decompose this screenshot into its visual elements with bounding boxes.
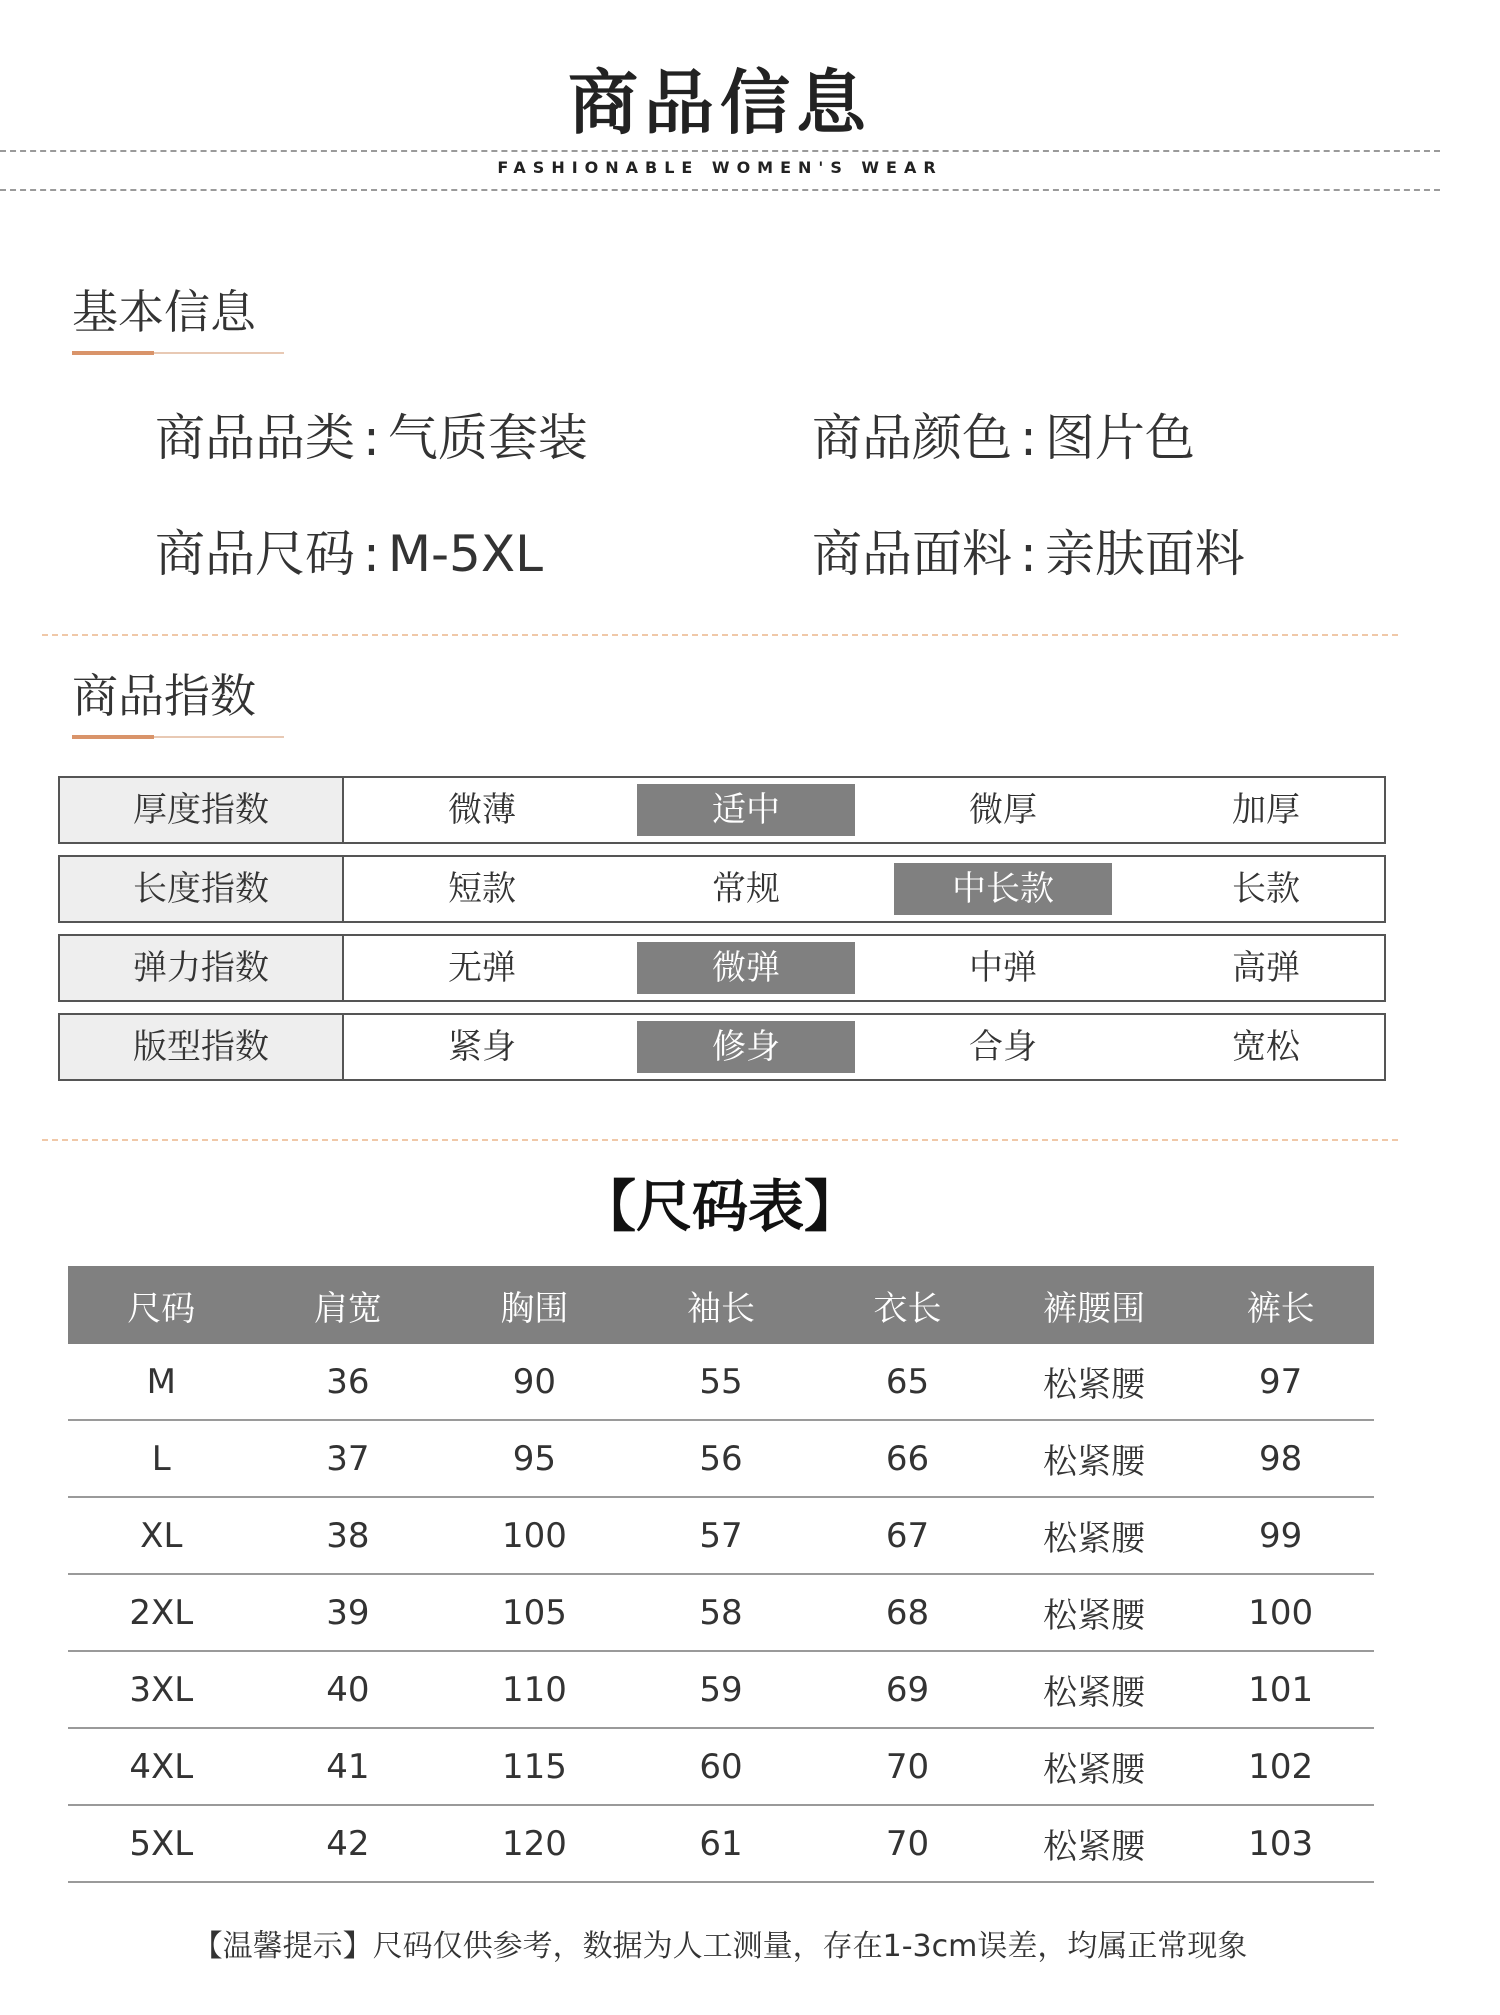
index-option-selected: 修身 <box>637 1021 855 1073</box>
table-cell: 60 <box>628 1728 815 1805</box>
size-table-header <box>68 1266 1374 1344</box>
table-cell: XL <box>68 1497 255 1574</box>
header-divider-top <box>0 150 1440 152</box>
index-row-label: 弹力指数 <box>60 936 344 1000</box>
table-cell: 55 <box>628 1344 815 1420</box>
table-cell: 松紧腰 <box>1001 1420 1188 1497</box>
info-label: 商品尺码 <box>155 525 355 583</box>
info-item-color <box>812 406 1195 470</box>
info-label: 商品面料 <box>812 525 1012 583</box>
index-row-label: 版型指数 <box>60 1015 344 1079</box>
size-table-header-cell: 肩宽 <box>255 1266 442 1344</box>
table-cell: 100 <box>441 1497 628 1574</box>
table-cell: 102 <box>1187 1728 1374 1805</box>
size-table-title: 【尺码表】 <box>580 1175 860 1240</box>
header-divider-bottom <box>0 189 1440 191</box>
index-option-selected: 微弹 <box>637 942 855 994</box>
table-cell: 100 <box>1187 1574 1374 1651</box>
index-row <box>58 855 1386 923</box>
table-cell: 松紧腰 <box>1001 1805 1188 1882</box>
index-option: 合身 <box>969 1027 1037 1067</box>
section-divider <box>42 634 1398 636</box>
table-cell: 115 <box>441 1728 628 1805</box>
table-cell: 120 <box>441 1805 628 1882</box>
index-option-selected: 中长款 <box>894 863 1112 915</box>
table-cell: 松紧腰 <box>1001 1574 1188 1651</box>
index-option: 加厚 <box>1232 790 1300 830</box>
index-option: 无弹 <box>448 948 516 988</box>
table-cell: 42 <box>255 1805 442 1882</box>
table-cell: 松紧腰 <box>1001 1728 1188 1805</box>
index-option: 常规 <box>712 869 780 909</box>
index-row <box>58 1013 1386 1081</box>
table-row <box>68 1728 1374 1805</box>
product-index-title: 商品指数 <box>72 669 256 723</box>
info-item-fabric <box>812 522 1245 586</box>
table-cell: 3XL <box>68 1651 255 1728</box>
info-item-size <box>155 522 543 586</box>
index-row-label: 厚度指数 <box>60 778 344 842</box>
size-tip: 【温馨提示】尺码仅供参考，数据为人工测量，存在1-3cm误差，均属正常现象 <box>192 1929 1248 1964</box>
index-option: 微薄 <box>448 790 516 830</box>
table-cell: 68 <box>814 1574 1001 1651</box>
size-table <box>68 1266 1374 1883</box>
table-cell: 97 <box>1187 1344 1374 1420</box>
info-value: M-5XL <box>387 525 543 583</box>
table-row <box>68 1651 1374 1728</box>
table-cell: 69 <box>814 1651 1001 1728</box>
size-table-header-cell: 裤长 <box>1187 1266 1374 1344</box>
index-option-selected: 适中 <box>637 784 855 836</box>
info-item-category <box>155 406 588 470</box>
table-row <box>68 1497 1374 1574</box>
table-cell: 58 <box>628 1574 815 1651</box>
index-option: 微厚 <box>969 790 1037 830</box>
table-cell: 39 <box>255 1574 442 1651</box>
index-option: 宽松 <box>1232 1027 1300 1067</box>
table-cell: 38 <box>255 1497 442 1574</box>
table-cell: 90 <box>441 1344 628 1420</box>
table-cell: 105 <box>441 1574 628 1651</box>
info-label: 商品颜色 <box>812 409 1012 467</box>
info-label: 商品品类 <box>155 409 355 467</box>
info-value: 图片色 <box>1044 409 1195 467</box>
table-cell: M <box>68 1344 255 1420</box>
table-cell: L <box>68 1420 255 1497</box>
table-cell: 松紧腰 <box>1001 1651 1188 1728</box>
table-cell: 36 <box>255 1344 442 1420</box>
index-option: 中弹 <box>969 948 1037 988</box>
table-cell: 110 <box>441 1651 628 1728</box>
table-cell: 松紧腰 <box>1001 1344 1188 1420</box>
table-cell: 57 <box>628 1497 815 1574</box>
info-value: 亲肤面料 <box>1044 525 1245 583</box>
table-cell: 95 <box>441 1420 628 1497</box>
table-cell: 59 <box>628 1651 815 1728</box>
index-row <box>58 776 1386 844</box>
index-option: 长款 <box>1232 869 1300 909</box>
table-cell: 99 <box>1187 1497 1374 1574</box>
index-option: 短款 <box>448 869 516 909</box>
page-subtitle: FASHIONABLE WOMEN'S WEAR <box>497 158 943 177</box>
table-cell: 56 <box>628 1420 815 1497</box>
basic-info-title: 基本信息 <box>72 285 256 339</box>
table-cell: 65 <box>814 1344 1001 1420</box>
index-row <box>58 934 1386 1002</box>
table-cell: 66 <box>814 1420 1001 1497</box>
table-cell: 103 <box>1187 1805 1374 1882</box>
table-cell: 5XL <box>68 1805 255 1882</box>
page-title: 商品信息 <box>568 61 872 144</box>
basic-info-underline <box>72 352 284 354</box>
table-row <box>68 1420 1374 1497</box>
info-separator: : <box>1020 525 1037 583</box>
table-cell: 61 <box>628 1805 815 1882</box>
index-option: 紧身 <box>448 1027 516 1067</box>
size-table-header-cell: 衣长 <box>814 1266 1001 1344</box>
info-separator: : <box>1020 409 1037 467</box>
size-table-header-cell: 尺码 <box>68 1266 255 1344</box>
table-cell: 67 <box>814 1497 1001 1574</box>
table-cell: 松紧腰 <box>1001 1497 1188 1574</box>
info-separator: : <box>363 525 380 583</box>
info-separator: : <box>363 409 380 467</box>
table-cell: 101 <box>1187 1651 1374 1728</box>
size-table-header-cell: 胸围 <box>441 1266 628 1344</box>
table-cell: 98 <box>1187 1420 1374 1497</box>
table-row <box>68 1574 1374 1651</box>
section-divider <box>42 1139 1398 1141</box>
table-cell: 41 <box>255 1728 442 1805</box>
size-table-header-cell: 裤腰围 <box>1001 1266 1188 1344</box>
table-row <box>68 1344 1374 1420</box>
table-cell: 70 <box>814 1728 1001 1805</box>
table-cell: 4XL <box>68 1728 255 1805</box>
table-row <box>68 1805 1374 1882</box>
table-cell: 2XL <box>68 1574 255 1651</box>
table-cell: 37 <box>255 1420 442 1497</box>
index-option: 高弹 <box>1232 948 1300 988</box>
info-value: 气质套装 <box>387 409 588 467</box>
product-index-underline <box>72 736 284 738</box>
table-cell: 70 <box>814 1805 1001 1882</box>
size-table-header-cell: 袖长 <box>628 1266 815 1344</box>
index-row-label: 长度指数 <box>60 857 344 921</box>
table-cell: 40 <box>255 1651 442 1728</box>
size-table-body <box>68 1344 1374 1882</box>
